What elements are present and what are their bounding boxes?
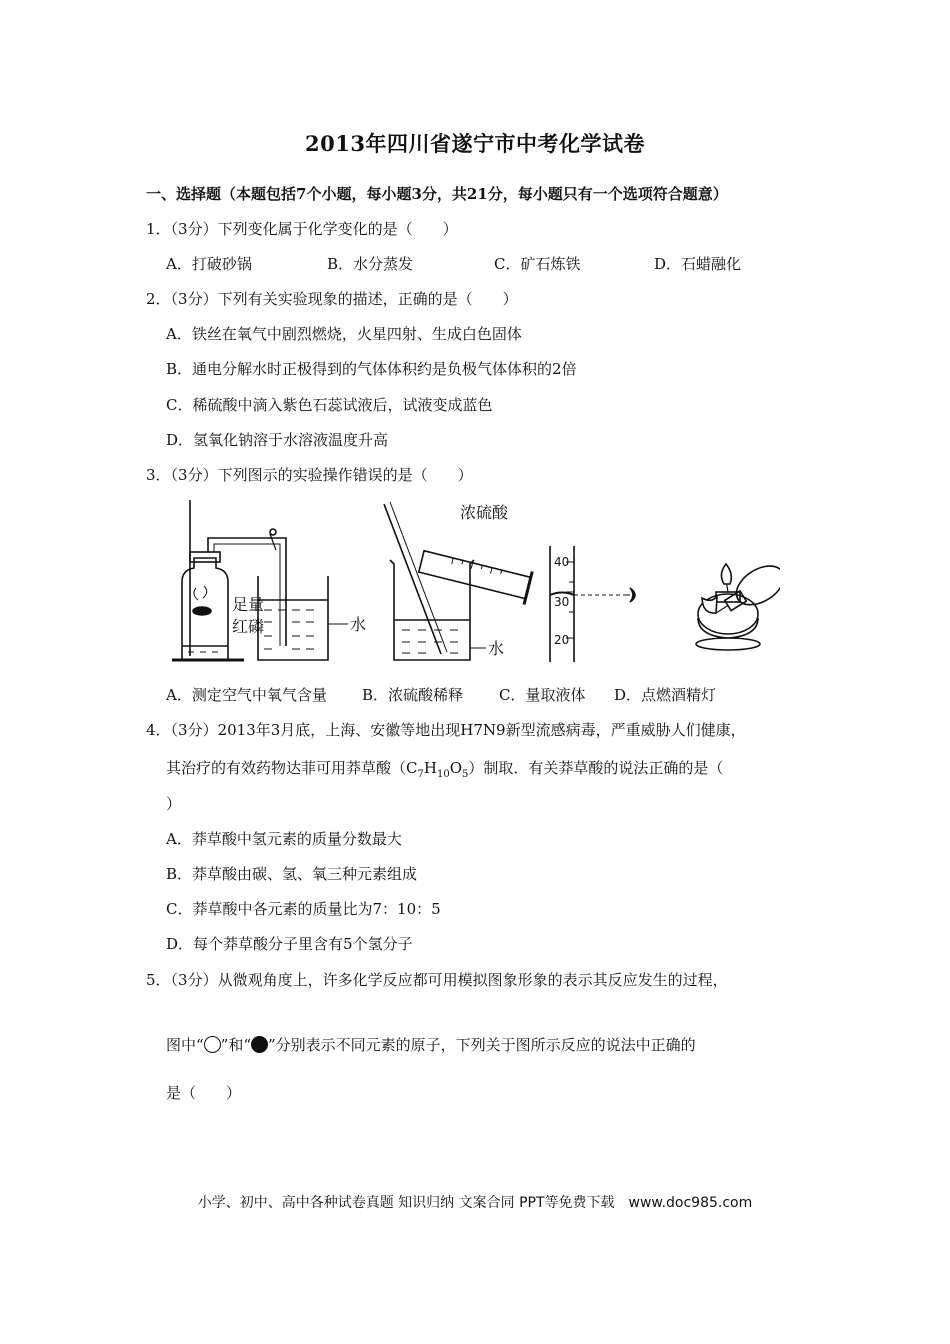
open-circle-atom-icon [204,1036,221,1053]
option: D．氢氧化钠溶于水溶液温度升高 [166,431,389,449]
option: A．铁丝在氧气中剧烈燃烧，火星四射、生成白色固体 [166,325,522,343]
label-red-phosphorus-1: 足量 [232,595,265,614]
question-3 [146,464,473,485]
option: D．点燃酒精灯 [614,686,717,704]
label-red-phosphorus-2: 红磷 [232,617,265,636]
option: C．莽草酸中各元素的质量比为7：10：5 [166,900,441,918]
question-stem-line1: 从微观角度上，许多化学反应都可用模拟图象形象的表示其反应发生的过程， [217,971,728,989]
option: A．莽草酸中氢元素的质量分数最大 [166,830,402,848]
tick-label-20: 20 [554,633,570,647]
question-stem: 下列变化属于化学变化的是（ ） [217,220,458,238]
question-score: （3分） [170,290,218,308]
question-score: （3分） [170,721,218,739]
question-5-line2 [166,1034,696,1055]
option: B．通电分解水时正极得到的气体体积约是负极气体体积的2倍 [166,360,577,378]
question-5 [146,969,728,990]
stem-text: 其治疗的有效药物达菲可用莽草酸（C [166,759,418,777]
question-4 [146,719,746,740]
question-number: 1． [146,220,171,238]
question-score: （3分） [170,971,218,989]
formula-element: H [423,759,437,777]
question-2 [146,288,518,309]
section-heading: 一、选择题（本题包括7个小题，每小题3分，共21分，每小题只有一个选项符合题意） [146,185,728,203]
question-1 [146,218,458,239]
page-title: 2013年四川省遂宁市中考化学试卷 [305,131,645,156]
formula-subscript: 10 [436,769,450,780]
tick-label-40: 40 [554,555,570,569]
stem-text: ）制取．有关莽草酸的说法正确的是（ [468,759,724,777]
option: A．打破砂锅 [166,255,252,273]
question-number: 2． [146,290,171,308]
stem-text: ”分别表示不同元素的原子，下列关于图所示反应的说法中正确的 [268,1036,696,1054]
panel-d-lamps [696,555,780,650]
formula-element: O [449,759,462,777]
option: C．量取液体 [499,686,586,704]
option: D．石蜡融化 [654,255,742,273]
option: B．水分蒸发 [327,255,414,273]
label-water-a: 水 [350,615,367,634]
question-5-line3: 是（ ） [166,1084,242,1102]
footer-text: 小学、初中、高中各种试卷真题 知识归纳 文案合同 PPT等免费下载 www.doc985.com [197,1195,753,1211]
tick-label-30: 30 [554,595,570,609]
filled-circle-atom-icon [251,1036,268,1053]
label-conc-acid: 浓硫酸 [460,503,509,522]
panel-b-dilution [384,502,532,660]
question-stem: 下列图示的实验操作错误的是（ ） [217,466,473,484]
label-water-b: 水 [488,639,505,658]
formula-subscript: 7 [417,769,424,780]
question-number: 4． [146,721,171,739]
option: B．莽草酸由碳、氢、氧三种元素组成 [166,865,418,883]
question-number: 3． [146,466,171,484]
formula-subscript: 5 [462,769,469,780]
question-score: （3分） [170,220,218,238]
question-score: （3分） [170,466,218,484]
panel-a-apparatus [172,500,348,660]
question-4-line3: ） [166,795,182,813]
option: D．每个莽草酸分子里含有5个氢分子 [166,935,413,953]
question-number: 5． [146,971,171,989]
question-4-line2 [166,757,723,780]
option: C．矿石炼铁 [494,255,581,273]
experiment-figure [160,494,780,672]
option: A．测定空气中氧气含量 [166,686,327,704]
question-stem-line1: 2013年3月底，上海、安徽等地出现H7N9新型流感病毒，严重威胁人们健康， [217,721,746,739]
stem-text: 图中“ [166,1036,204,1054]
option: B．浓硫酸稀释 [362,686,464,704]
question-stem: 下列有关实验现象的描述，正确的是（ ） [217,290,518,308]
stem-text: ”和“ [220,1036,252,1054]
option: C．稀硫酸中滴入紫色石蕊试液后，试液变成蓝色 [166,396,493,414]
